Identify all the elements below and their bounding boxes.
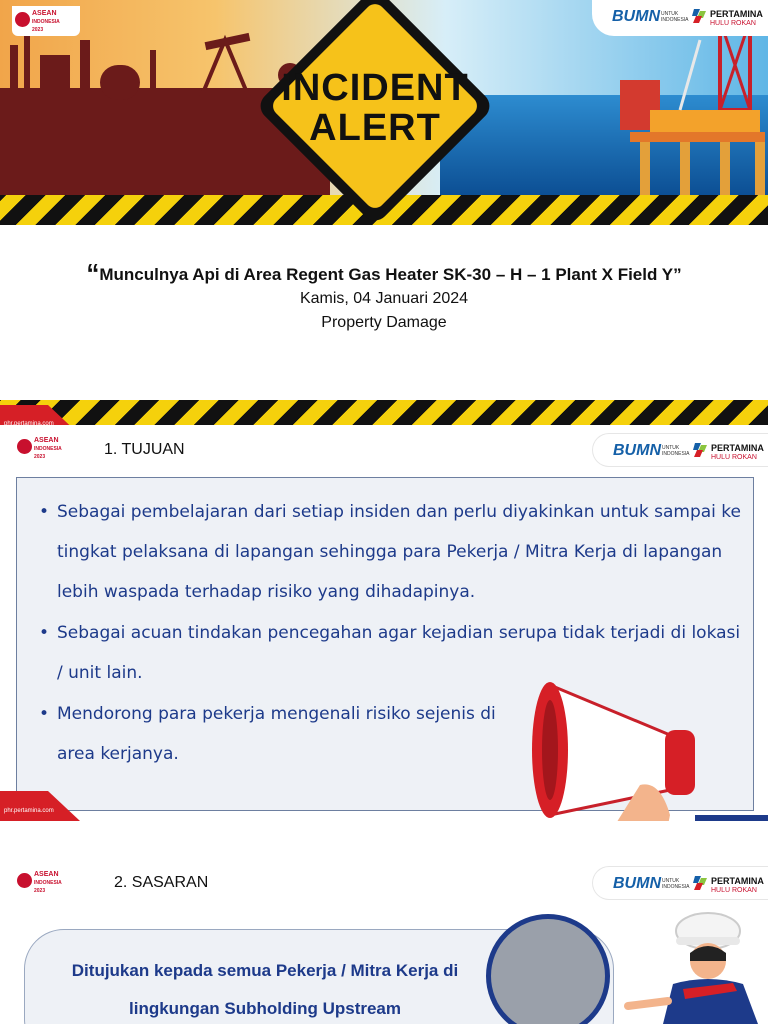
bumn-tagline: UNTUK INDONESIA: [661, 11, 689, 23]
bumn-pertamina-logos: [592, 866, 768, 900]
sign-line-incident: INCIDENT: [281, 67, 469, 109]
bumn-pertamina-logos: [592, 433, 768, 467]
incident-alert-sign: [265, 0, 505, 228]
list-item: • Sebagai pembelajaran dari setiap insiden dan perlu diyakinkan untuk sampai ke tingkat pelaksana di lapangan sehingga para Pekerja / Mitra Kerja di lapangan lebih waspada terhadap risiko yang dihadapinya.: [39, 492, 744, 612]
website-url: phr.pertamina.com: [4, 421, 54, 425]
bumn-logo: BUMN: [612, 8, 660, 25]
worker-illustration: [608, 901, 768, 1024]
cover-slide: [0, 0, 768, 425]
pertamina-subsidiary: HULU ROKAN: [710, 20, 756, 27]
incident-category: Property Damage: [321, 314, 447, 331]
sasaran-text: Ditujukan kepada semua Pekerja / Mitra Kerja di lingkungan Subholding Upstream: [71, 961, 459, 1018]
list-item: • Sebagai acuan tindakan pencegahan agar kejadian serupa tidak terjadi di lokasi / unit lain.: [39, 613, 744, 693]
hazard-stripe-bottom: [0, 400, 768, 425]
website-url: phr.pertamina.com: [4, 808, 54, 814]
megaphone-icon: [520, 675, 768, 821]
section-title-sasaran: 2. SASARAN: [114, 874, 209, 891]
asean-logo: ASEAN INDONESIA 2023: [12, 6, 80, 36]
pertamina-subsidiary: HULU ROKAN: [711, 887, 757, 894]
pertamina-logo-icon: [693, 443, 707, 457]
pertamina-logo: PERTAMINA: [711, 443, 764, 453]
open-quote: “: [86, 258, 100, 288]
sasaran-slide: [0, 821, 768, 1024]
asean-logo: ASEAN INDONESIA 2023: [14, 867, 82, 897]
bumn-logo: BUMN: [613, 875, 661, 892]
pertamina-logo-icon: [692, 9, 706, 23]
headline-text: Munculnya Api di Area Regent Gas Heater SK-30 – H – 1 Plant X Field Y”: [99, 265, 682, 284]
section-title-tujuan: 1. TUJUAN: [104, 441, 185, 458]
bumn-logo: BUMN: [613, 442, 661, 459]
incident-banner: [0, 0, 768, 228]
asean-logo: ASEAN INDONESIA 2023: [14, 433, 82, 463]
list-item: • Mendorong para pekerja mengenali risiko sejenis di area kerjanya.: [39, 694, 529, 774]
bumn-tagline: UNTUK INDONESIA: [662, 445, 690, 457]
bumn-tagline: UNTUK INDONESIA: [662, 878, 690, 890]
pertamina-logo: PERTAMINA: [711, 876, 764, 886]
decorative-circle: [486, 914, 610, 1024]
bumn-pertamina-logos: [592, 0, 768, 36]
pertamina-logo: PERTAMINA: [710, 9, 763, 19]
pertamina-logo-icon: [693, 876, 707, 890]
offshore-rig-illustration: [560, 20, 768, 195]
incident-alert-text: [265, 68, 485, 148]
sign-line-alert: ALERT: [309, 107, 441, 149]
pertamina-subsidiary: HULU ROKAN: [711, 454, 757, 461]
incident-date: Kamis, 04 Januari 2024: [299, 290, 469, 307]
incident-headline: [0, 258, 768, 289]
tujuan-slide: [0, 425, 768, 821]
